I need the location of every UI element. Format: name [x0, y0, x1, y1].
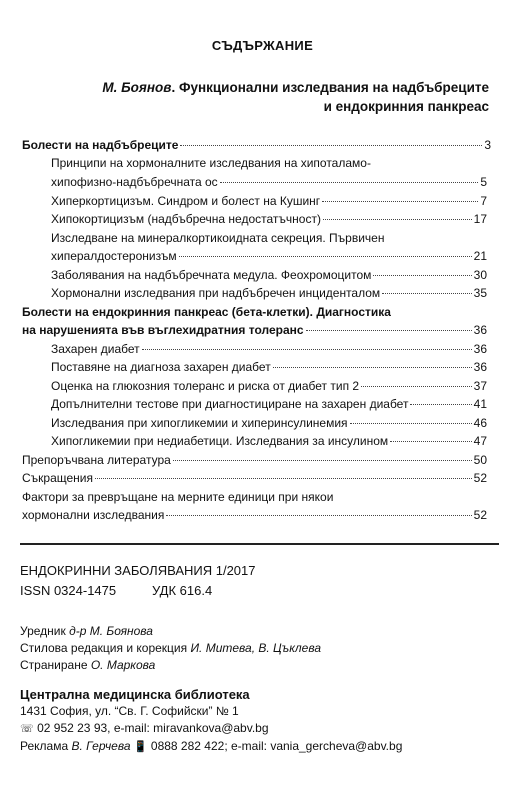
toc-entry-title: Заболявания на надбъбречната медула. Феохромоцитом [51, 268, 372, 282]
toc-page-number: 21 [473, 249, 487, 263]
toc-entry-title: Хормонални изследвания при надбъбречен инциденталом [51, 286, 381, 300]
toc-entry-title: Съкращения [22, 471, 94, 485]
toc-leader [322, 201, 478, 202]
imprint-phone-line [20, 721, 269, 737]
toc-page-number: 36 [473, 360, 487, 374]
toc-leader [350, 423, 472, 424]
toc-entry-title: хипофизно-надбъбречната ос [51, 175, 218, 189]
toc-entry-diabetes-diagnosis[interactable] [51, 359, 487, 375]
toc-entry-factors-line1: Фактори за превръщане на мерните единици при някои [22, 490, 334, 504]
toc-entry-title: Поставяне на диагноза захарен диабет [51, 360, 271, 374]
toc-leader [180, 145, 482, 146]
toc-section-pancreas[interactable] [22, 322, 487, 338]
article-title-line2: и ендокринния панкреас [323, 99, 489, 114]
imprint-advertising [20, 739, 402, 755]
journal-udk: УДК 616.4 [152, 583, 213, 598]
page-heading: СЪДЪРЖАНИЕ [211, 38, 314, 53]
toc-page-number: 52 [473, 508, 487, 522]
toc-entry-hyperaldosteronism[interactable] [51, 248, 487, 264]
journal-title: ЕНДОКРИННИ ЗАБОЛЯВАНИЯ 1/2017 [20, 563, 256, 578]
toc-page-number: 7 [480, 194, 487, 208]
toc-entry-title: Хипокортицизъм (надбъбречна недостатъчност) [51, 212, 321, 226]
toc-entry-glucose-tolerance[interactable] [51, 378, 487, 394]
toc-entry-insulinoma[interactable] [51, 433, 487, 449]
toc-entry-cushing[interactable] [51, 193, 487, 209]
phone-icon: ☏ [20, 723, 34, 735]
toc-leader [361, 386, 472, 387]
imprint-style-editing [20, 641, 321, 656]
toc-page-number: 30 [473, 268, 487, 282]
toc-page-number: 46 [473, 416, 487, 430]
toc-section-adrenal[interactable] [22, 137, 491, 153]
toc-leader [410, 404, 471, 405]
toc-entry-title: Допълнителни тестове при диагностициране на захарен диабет [51, 397, 409, 411]
ad-contact: 0888 282 422; e-mail: vania_gercheva@abv.bg [150, 739, 403, 753]
imprint-editor [20, 624, 153, 639]
layout-name: О. Маркова [90, 658, 156, 672]
toc-entry-hypoglycemia[interactable] [51, 415, 487, 431]
toc-entry-title: Хиперкортицизъм. Синдром и болест на Кушинг [51, 194, 321, 208]
toc-page-number: 50 [473, 453, 487, 467]
toc-entry-additional-tests[interactable] [51, 396, 487, 412]
toc-entry-title: Болести на надбъбреците [22, 138, 179, 152]
toc-page-number: 17 [473, 212, 487, 226]
toc-entry-hpa-axis[interactable] [51, 174, 487, 190]
toc-entry-hypocorticism[interactable] [51, 211, 487, 227]
toc-leader [373, 275, 471, 276]
mobile-phone-icon: 📱 [133, 741, 148, 753]
toc-leader [179, 256, 472, 257]
toc-section-pancreas-line1: Болести на ендокринния панкреас (бета-клетки). Диагностика [22, 305, 391, 319]
toc-page-number: 36 [473, 323, 487, 337]
toc-leader [382, 293, 471, 294]
style-names: И. Митева, В. Цъклева [190, 641, 322, 655]
toc-entry-title: Изследвания при хипогликемии и хиперинсулинемия [51, 416, 348, 430]
phone-email: 02 952 23 93, e-mail: miravankova@abv.bg [33, 721, 269, 735]
toc-entry-title: Препоръчвана литература [22, 453, 171, 467]
toc-page-number: 3 [484, 138, 491, 152]
toc-leader [173, 460, 472, 461]
toc-page-number: 5 [480, 175, 487, 189]
article-author: М. Боянов [102, 80, 172, 95]
toc-page-number: 35 [473, 286, 487, 300]
editor-label: Уредник [20, 624, 70, 638]
toc-leader [323, 219, 472, 220]
toc-page-number: 41 [473, 397, 487, 411]
toc-page-number: 52 [473, 471, 487, 485]
toc-leader [166, 515, 471, 516]
layout-label: Страниране [20, 658, 91, 672]
imprint-library: Централна медицинска библиотека [20, 687, 250, 702]
toc-entry-literature[interactable] [22, 452, 487, 468]
article-title-line1 [102, 78, 489, 97]
editor-name: д-р М. Боянова [69, 624, 153, 638]
toc-leader [273, 367, 472, 368]
toc-page-number: 36 [473, 342, 487, 356]
toc-entry-i1-line1: Принципи на хормоналните изследвания на хипоталамо- [51, 156, 371, 170]
imprint-layout [20, 658, 155, 673]
toc-entry-title: на нарушенията във въглехидратния толеранс [22, 323, 304, 337]
toc-entry-incidentaloma[interactable] [51, 285, 487, 301]
toc-entry-pheochromocytoma[interactable] [51, 267, 487, 283]
toc-page-number: 47 [473, 434, 487, 448]
toc-entry-diabetes[interactable] [51, 341, 487, 357]
toc-entry-title: Оценка на глюкозния толеранс и риска от диабет тип 2 [51, 379, 360, 393]
toc-leader [390, 441, 471, 442]
ad-name: В. Герчева [71, 739, 131, 753]
toc-entry-abbreviations[interactable] [22, 470, 487, 486]
toc-leader [95, 478, 472, 479]
article-title-part1: . Функционални изследвания на надбъбреците [171, 80, 489, 95]
toc-page-number: 37 [473, 379, 487, 393]
toc-leader [306, 330, 472, 331]
divider-rule [20, 543, 499, 545]
toc-entry-i4-line1: Изследване на минералкортикоидната секреция. Първичен [51, 231, 385, 245]
journal-issn: ISSN 0324-1475 [20, 583, 117, 598]
toc-entry-title: хормонални изследвания [22, 508, 165, 522]
ad-label: Реклама [20, 739, 72, 753]
imprint-address: 1431 София, ул. “Св. Г. Софийски” № 1 [20, 704, 239, 718]
style-label: Стилова редакция и корекция [20, 641, 191, 655]
toc-leader [142, 349, 472, 350]
toc-entry-title: Захарен диабет [51, 342, 140, 356]
toc-entry-title: хипералдостеронизъм [51, 249, 177, 263]
toc-entry-title: Хипогликемии при недиабетици. Изследвания за инсулином [51, 434, 389, 448]
toc-leader [220, 182, 479, 183]
toc-entry-conversion-factors[interactable] [22, 507, 487, 523]
